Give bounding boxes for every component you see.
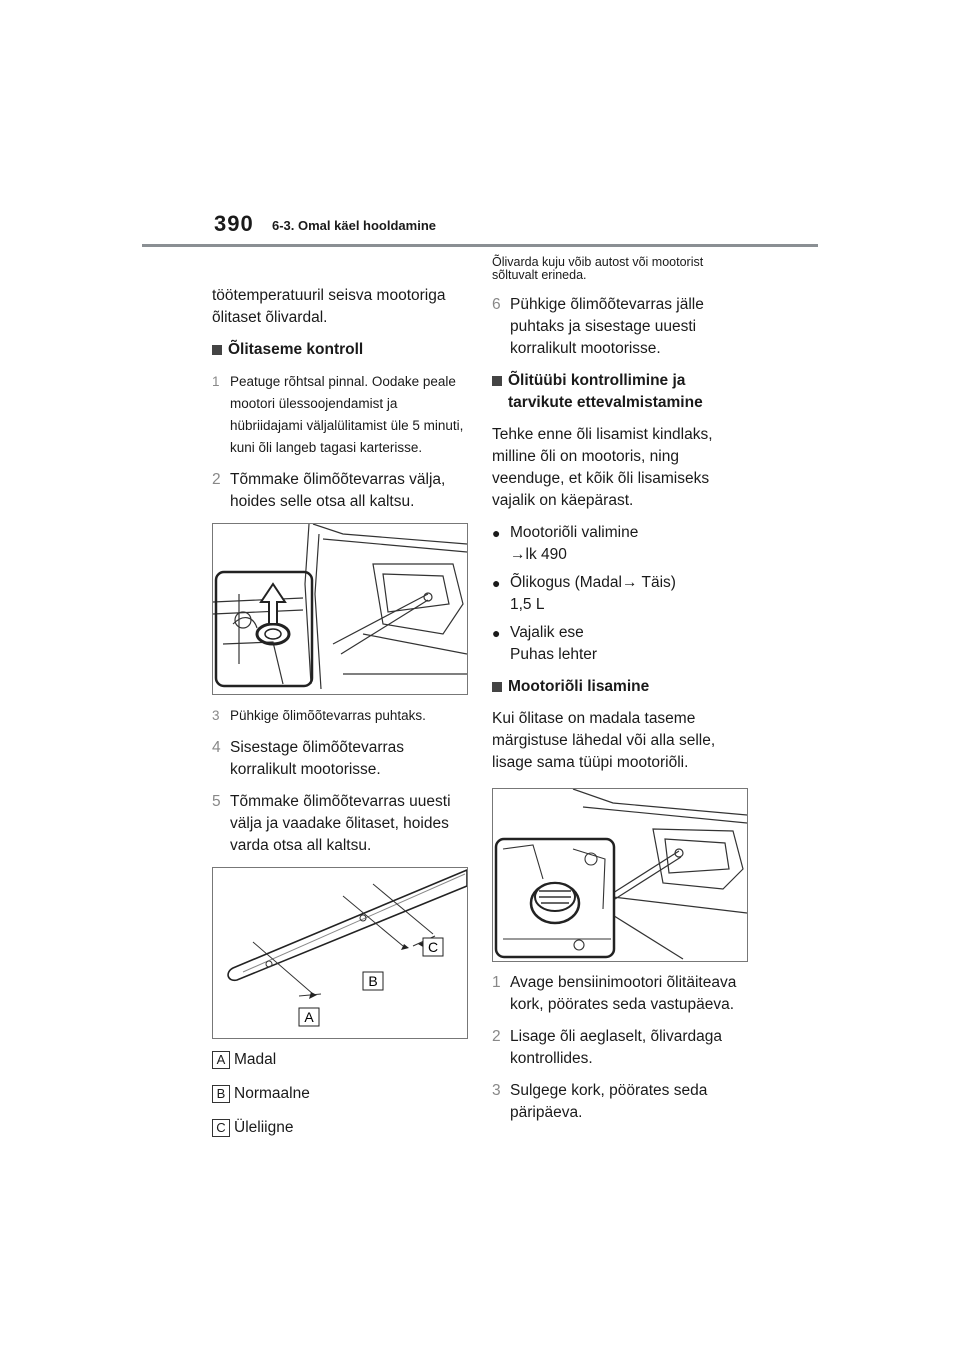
step-6: 6 Pühkige õlimõõtevarras jälle puhtaks ja sisestage uuesti korralikult mootorisse. bbox=[492, 296, 704, 357]
page-number: 390 bbox=[214, 211, 254, 236]
figure-dipstick-marks bbox=[212, 867, 468, 1039]
dipstick-shape-note: Õlivarda kuju võib autost või mootorist sõltuvalt erineda. bbox=[492, 255, 704, 282]
legend-excess: C Üleliigne bbox=[212, 1117, 472, 1139]
step-3: 3 Pühkige õlimõõtevarras puhtaks. bbox=[212, 708, 426, 723]
square-bullet-icon bbox=[212, 345, 222, 355]
dipstick-label-a: A bbox=[304, 1009, 314, 1025]
step-4: 4 Sisestage õlimõõtevarras korralikult mootorisse. bbox=[212, 739, 405, 778]
step-1: 1 Peatuge rõhtsal pinnal. Oodake peale mootori ülessoojendamist ja hübriidajami väljalülitamist üle 5 minuti, kuni õli langeb tagasi karterisse. bbox=[212, 374, 464, 455]
right-column bbox=[492, 256, 752, 1134]
bullet-dot-icon: ● bbox=[492, 575, 501, 591]
bullet-oil-selection: ● Mootoriõli valimine →lk 490 bbox=[492, 522, 752, 566]
step-5: 5 Tõmmake õlimõõtevarras uuesti välja ja vaadake õlitaset, hoides varda otsa all kaltsu. bbox=[212, 793, 451, 854]
heading-oil-level-check: Õlitaseme kontroll bbox=[212, 339, 472, 361]
figure-oil-filler-cap bbox=[492, 788, 748, 962]
bullet-oil-quantity: ● Õlikogus (Madal→ Täis) 1,5 L bbox=[492, 572, 752, 616]
bullet-dot-icon: ● bbox=[492, 525, 501, 541]
heading-oil-type: Õlitüübi kontrollimine ja tarvikute ettevalmistamine bbox=[492, 370, 752, 414]
oil-type-text: Tehke enne õli lisamist kindlaks, milline õli on mootoris, ning veenduge, et kõik õli lisamiseks vajalik on käepärast. bbox=[492, 426, 713, 509]
oil-filler-illustration bbox=[493, 789, 747, 961]
left-column bbox=[212, 285, 472, 1151]
section-title: 6-3. Omal käel hooldamine bbox=[272, 218, 436, 233]
add-step-2: 2 Lisage õli aeglaselt, õlivardaga kontrollides. bbox=[492, 1028, 722, 1067]
dipstick-label-c: C bbox=[427, 939, 439, 955]
header-rule bbox=[142, 244, 818, 247]
bullet-required-item: ● Vajalik ese Puhas lehter bbox=[492, 622, 752, 666]
figure-engine-dipstick bbox=[212, 523, 468, 695]
square-bullet-icon bbox=[492, 376, 502, 386]
bullet-dot-icon: ● bbox=[492, 625, 501, 641]
engine-bay-illustration bbox=[213, 524, 467, 694]
square-bullet-icon bbox=[492, 682, 502, 692]
legend-normal: B Normaalne bbox=[212, 1083, 472, 1105]
step-2: 2 Tõmmake õlimõõtevarras välja, hoides selle otsa all kaltsu. bbox=[212, 471, 446, 510]
add-step-3: 3 Sulgege kork, pöörates seda päripäeva. bbox=[492, 1082, 708, 1121]
dipstick-label-b: B bbox=[368, 973, 378, 989]
adding-oil-text: Kui õlitase on madala taseme märgistuse lähedal või alla selle, lisage sama tüüpi mootoriõli. bbox=[492, 710, 716, 771]
intro-text: töötemperatuuril seisva mootoriga õlitaset õlivardal. bbox=[212, 287, 446, 326]
add-step-1: 1 Avage bensiinimootori õlitäiteava kork, pöörates seda vastupäeva. bbox=[492, 974, 737, 1013]
legend-low: A Madal bbox=[212, 1049, 472, 1071]
heading-adding-oil: Mootoriõli lisamine bbox=[492, 676, 752, 698]
dipstick-illustration bbox=[213, 868, 467, 1038]
